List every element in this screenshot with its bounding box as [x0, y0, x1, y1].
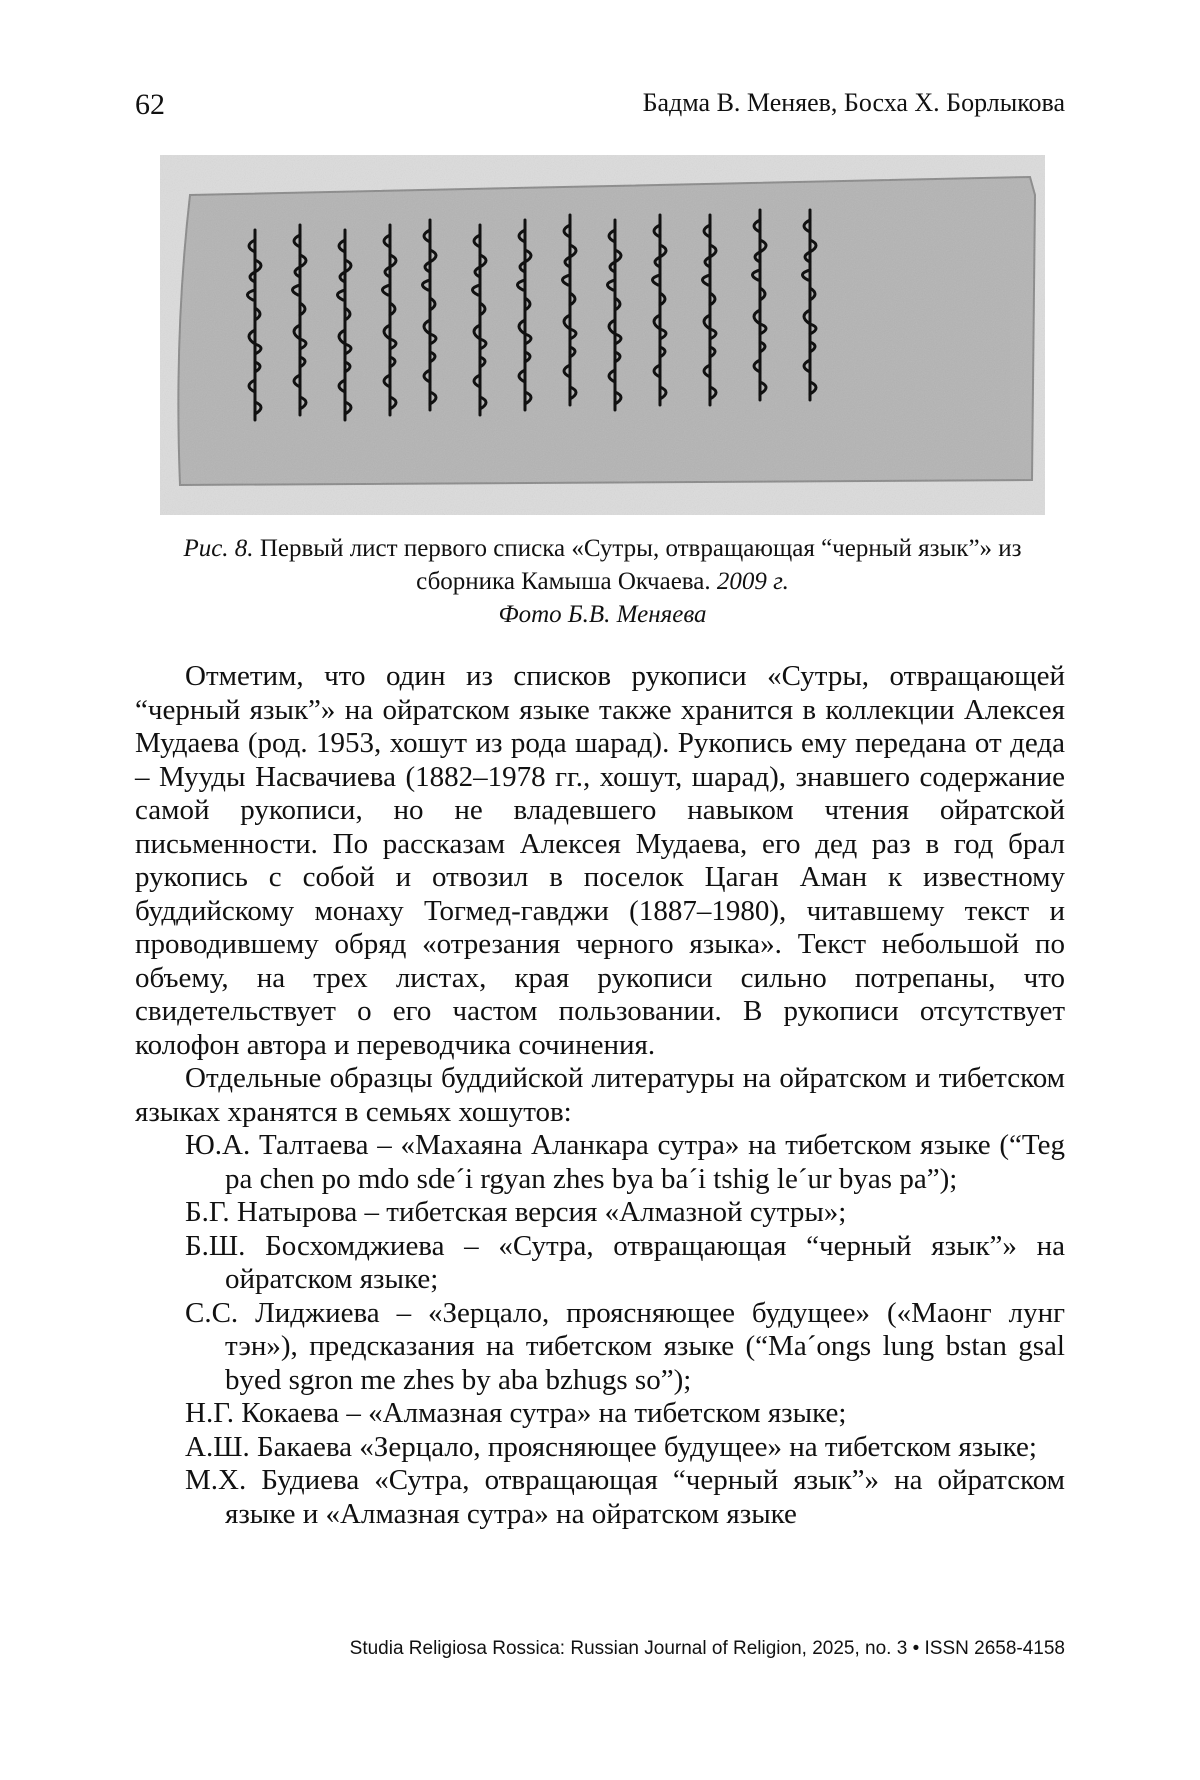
journal-footer: Studia Religiosa Rossica: Russian Journal of Religion, 2025, no. 3 • ISSN 2658-4158 — [349, 1638, 1065, 1659]
page-number: 62 — [135, 88, 165, 121]
figure-caption-text: Первый лист первого списка «Сутры, отвращающая “черный язык”» из сборника Камыша Окчаева. — [259, 535, 1022, 595]
main-text — [135, 660, 1065, 1531]
running-header — [135, 88, 1065, 128]
figure-label: Рис. 8. — [183, 535, 254, 562]
running-header-authors: Бадма В. Меняев, Босха Х. Борлыкова — [642, 88, 1065, 117]
list-item: С.С. Лиджиева – «Зерцало, проясняющее будущее» («Маонг лунг тэн»), предсказания на тибетском языке (“Ma´ongs lung bstan gsal byed sgron me zhes by aba bzhugs so”); — [185, 1296, 1065, 1396]
list-item: А.Ш. Бакаева «Зерцало, проясняющее будущее» на тибетском языке; — [185, 1430, 1037, 1463]
paragraph: Отдельные образцы буддийской литературы на ойратском и тибетском языках хранятся в семьях хошутов: — [135, 1062, 1065, 1128]
manuscript-photo — [160, 155, 1045, 515]
figure-year: 2009 г. — [716, 568, 789, 595]
list-item: М.Х. Будиева «Сутра, отвращающая “черный язык”» на ойратском языке и «Алмазная сутра» на ойратском языке — [185, 1464, 1065, 1530]
figure-photo-credit: Фото Б.В. Меняева — [498, 601, 707, 628]
figure-caption — [160, 532, 1045, 631]
family-collections-list — [135, 1129, 1065, 1531]
list-item: Б.Г. Натырова – тибетская версия «Алмазной сутры»; — [185, 1196, 847, 1228]
list-item: Б.Ш. Босхомджиева – «Сутра, отвращающая “черный язык”» на ойратском языке; — [185, 1229, 1065, 1295]
list-item: Н.Г. Кокаева – «Алмазная сутра» на тибетском языке; — [185, 1397, 847, 1429]
paragraph: Отметим, что один из списков рукописи «Сутры, отвращающей “черный язык”» на ойратском языке также хранится в коллекции Алексея Мудаева (род. 1953, хошут из рода шарад). Рукопись ему передана от деда – Мууды Насвачиева (1882–1978 гг., хошут, шарад), знавшего содержание самой рукописи, но не владевшего навыком чтения ойратской письменности. По рассказам Алексея Мудаева, его дед раз в год брал рукопись с собой и отвозил в поселок Цаган Аман к известному буддийскому монаху Тогмед-гавджи (1887–1980), читавшему текст и проводившему обряд «отрезания черного языка». Текст небольшой по объему, на трех листах, края рукописи сильно потрепаны, что свидетельствует о его частом пользовании. В рукописи отсутствует колофон автора и переводчика сочинения. — [135, 660, 1065, 1061]
list-item: Ю.А. Талтаева – «Махаяна Аланкара сутра» на тибетском языке (“Teg pa chen po mdo sde´i rgyan zhes bya ba´i tshig le´ur byas pa”); — [185, 1129, 1065, 1195]
